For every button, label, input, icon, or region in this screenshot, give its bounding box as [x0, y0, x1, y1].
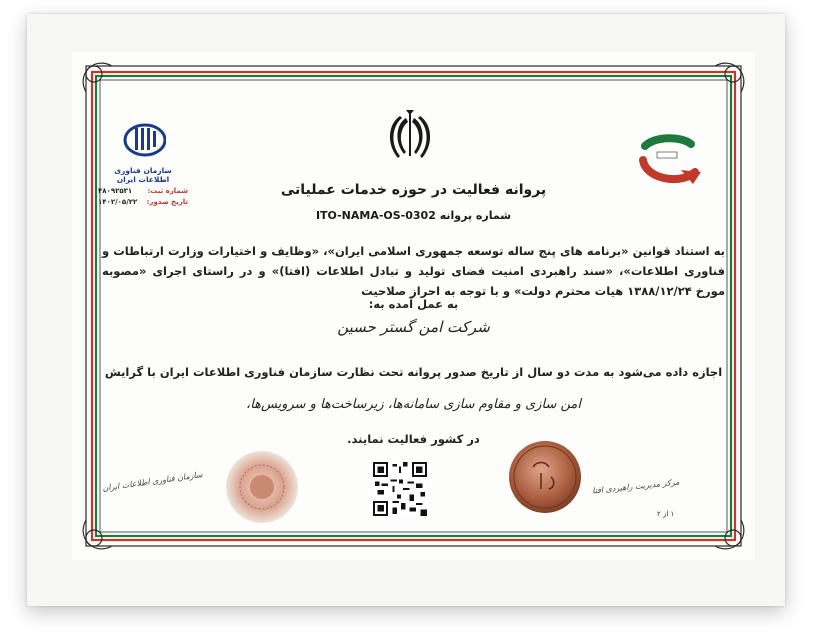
issued-to-label: به عمل آمده به: [368, 297, 459, 311]
copper-seal-icon [505, 437, 585, 517]
closing-text: در کشور فعالیت نمایند. [347, 432, 480, 446]
license-number: شماره پروانه ITO-NAMA-OS-0302 [315, 209, 512, 222]
ito-date-label: تاریخ صدور: [146, 198, 188, 206]
ito-reg-value: ۴۸۰۹۲۵۳۱ [98, 187, 133, 195]
qr-code-icon [373, 462, 427, 516]
company-name: شرکت امن گستر حسین [337, 318, 490, 336]
page-number: ۱ از ۲ [657, 510, 675, 518]
ito-name: سازمان فناوری اطلاعات ایران [114, 166, 172, 184]
ito-logo-icon [120, 120, 166, 160]
certificate [72, 52, 755, 560]
ito-reg-label: شماره ثبت: [147, 187, 188, 195]
iran-emblem-icon [382, 108, 438, 164]
activity-field: امن سازی و مقاوم سازی سامانه‌ها، زیرساخت‌ها و سرویس‌ها، [246, 397, 581, 412]
ito-date-row [98, 198, 188, 206]
ito-reg-row [98, 187, 188, 195]
afta-logo-icon [635, 132, 707, 192]
ito-signature: سازمان فناوری اطلاعات ایران [101, 470, 204, 493]
permission-text: اجازه داده می‌شود به مدت دو سال از تاریخ صدور پروانه تحت نظارت سازمان فناوری اطلاعات ایران با گرایش [104, 365, 723, 379]
legal-basis-text: به استناد قوانین «برنامه های پنج ساله توسعه جمهوری اسلامی ایران»، «وظایف و اختیارات وزارت ارتباطات و فناوری اطلاعات»، «سند راهبردی امنیت فضای تولید و تبادل اطلاعات (افتا)» و در راستای اجرای «مصوبه مورخ ۱۳۸۸/۱۲/۲۴ هیات محترم دولت» و با توجه به احراز صلاحیت [102, 244, 725, 298]
ito-date-value: ۱۴۰۲/۰۵/۲۲ [98, 198, 138, 206]
ito-logo [98, 120, 188, 206]
holographic-seal-icon [222, 447, 302, 527]
afta-signature: مرکز مدیریت راهبردی افتا [591, 477, 680, 496]
certificate-title: پروانه فعالیت در حوزه خدمات عملیاتی [280, 182, 547, 198]
